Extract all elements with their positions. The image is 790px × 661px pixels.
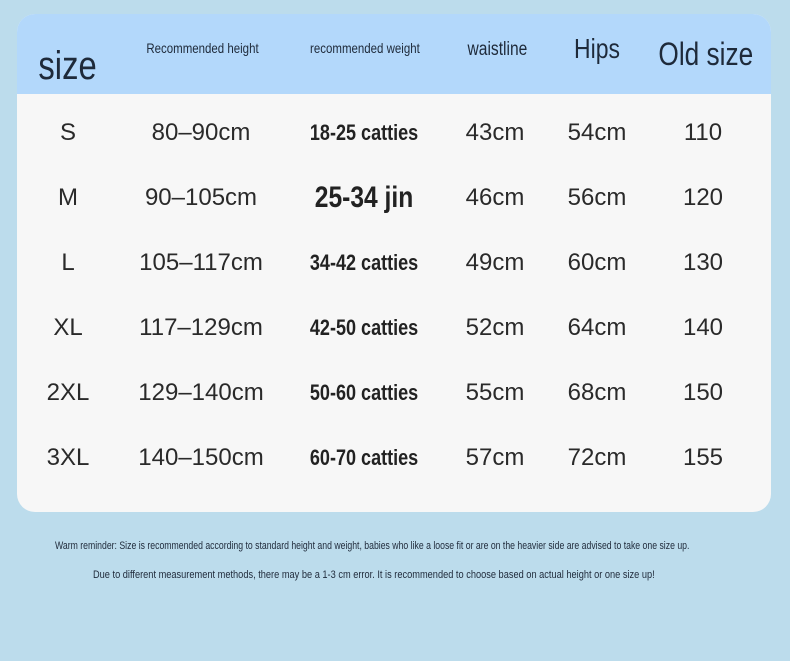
- cell-size: 3XL: [46, 443, 90, 471]
- cell-hips: 64cm: [567, 313, 627, 341]
- cell-waist: 55cm: [465, 378, 525, 406]
- cell-weight: 60-70 catties: [310, 444, 419, 470]
- cell-hips: 56cm: [567, 183, 627, 211]
- cell-size: 2XL: [46, 378, 90, 406]
- cell-old-size: 150: [682, 378, 724, 406]
- cell-weight: 18-25 catties: [310, 119, 419, 145]
- cell-weight: 42-50 catties: [310, 314, 419, 340]
- cell-height: 117–129cm: [139, 313, 263, 341]
- cell-old-size: 110: [683, 118, 723, 146]
- cell-old-size: 130: [682, 248, 724, 276]
- cell-waist: 49cm: [465, 248, 525, 276]
- warm-reminder-note: Warm reminder: Size is recommended according to standard height and weight, babies who like a loose fit or are on the heavier side are advised to take one size up.: [55, 540, 690, 552]
- header-height: Recommended height: [145, 40, 259, 56]
- cell-old-size: 120: [682, 183, 724, 211]
- cell-waist: 46cm: [465, 183, 525, 211]
- cell-size: M: [58, 183, 78, 211]
- measurement-error-note: Due to different measurement methods, there may be a 1-3 cm error. It is recommended to choose based on actual height or one size up!: [93, 569, 655, 581]
- cell-weight: 25-34 jin: [315, 180, 414, 214]
- cell-size: S: [59, 118, 76, 146]
- table-row: [17, 425, 771, 490]
- cell-hips: 60cm: [567, 248, 627, 276]
- header-old-size: Old size: [658, 35, 754, 72]
- size-chart-card: [17, 14, 771, 512]
- table-row: [17, 165, 771, 230]
- cell-waist: 52cm: [465, 313, 525, 341]
- cell-size: L: [61, 248, 75, 276]
- cell-hips: 54cm: [567, 118, 627, 146]
- cell-old-size: 155: [682, 443, 724, 471]
- cell-weight: 34-42 catties: [310, 249, 419, 275]
- cell-weight: 50-60 catties: [310, 379, 419, 405]
- table-row: [17, 360, 771, 425]
- header-waist: waistline: [467, 39, 527, 60]
- cell-height: 80–90cm: [151, 118, 251, 146]
- cell-size: XL: [53, 313, 83, 341]
- cell-waist: 43cm: [465, 118, 525, 146]
- header-hips: Hips: [574, 33, 620, 64]
- cell-height: 129–140cm: [138, 378, 264, 406]
- cell-hips: 68cm: [567, 378, 627, 406]
- cell-height: 140–150cm: [138, 443, 264, 471]
- table-row: [17, 100, 771, 165]
- header-size: size: [38, 43, 98, 88]
- cell-height: 105–117cm: [139, 248, 263, 276]
- cell-height: 90–105cm: [144, 183, 258, 211]
- table-row: [17, 230, 771, 295]
- table-row: [17, 295, 771, 360]
- cell-waist: 57cm: [465, 443, 525, 471]
- cell-old-size: 140: [682, 313, 724, 341]
- cell-hips: 72cm: [567, 443, 627, 471]
- table-header: [17, 14, 771, 94]
- header-weight: recommended weight: [309, 40, 420, 56]
